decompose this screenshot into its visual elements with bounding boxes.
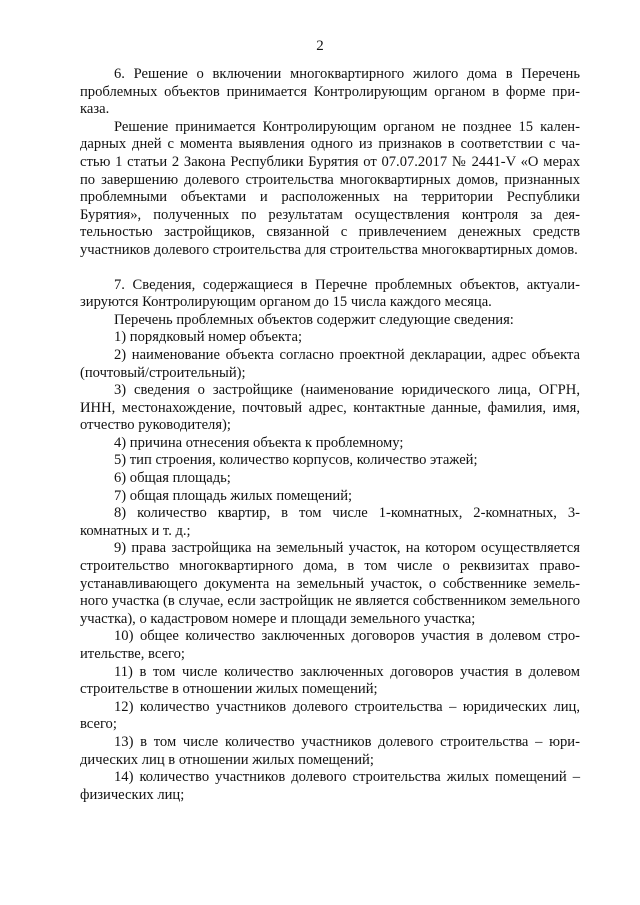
paragraph-6: 6. Решение о включении многоквартирного жилого дома в Перечень проблемных объектов принимается Контролирующим органом в форме приказа. bbox=[80, 66, 580, 118]
list-item-2: 2) наименование объекта согласно проектной декларации, адрес объекта (почтовый/строительный); bbox=[80, 346, 580, 381]
paragraph-7-list-intro: Перечень проблемных объектов содержит следующие сведения: bbox=[114, 311, 514, 328]
list-item-4: 4) причина отнесения объекта к проблемному; bbox=[114, 434, 404, 451]
list-item-1: 1) порядковый номер объекта; bbox=[114, 329, 303, 346]
list-item-14: 14) количество участников долевого строительства жилых помещений – физических лиц; bbox=[80, 769, 580, 803]
document-body bbox=[80, 66, 580, 804]
paragraph-6-decision-deadline: Решение принимается Контролирующим органом не позднее 15 календарных дней с момента выявления одного из признаков в соответствии с частью 1 статьи 2 Закона Республики Бурятия от 07.07.2017 № 2441-V «О мерах по завершению долевого строительства многоквартирных домов, признанных проблемными объектами и расположенных на территории Республики Бурятия», полученных по результатам осуществления контроля за деятельностью застройщиков, связанной с привлечением денежных средств участников долевого строительства для строительства многоквартирных домов. bbox=[80, 118, 580, 258]
list-item-8: 8) количество квартир, в том числе 1-комнатных, 2-комнатных, 3-комнатных и т. д.; bbox=[80, 505, 580, 539]
list-item-7: 7) общая площадь жилых помещений; bbox=[114, 487, 353, 504]
list-item-12: 12) количество участников долевого строительства – юридических лиц, всего; bbox=[80, 698, 580, 733]
page-number: 2 bbox=[316, 38, 324, 54]
paragraph-gap bbox=[80, 260, 580, 277]
paragraph-7: 7. Сведения, содержащиеся в Перечне проблемных объектов, актуализируются Контролирующим органом до 15 числа каждого месяца. bbox=[80, 276, 580, 311]
list-item-5: 5) тип строения, количество корпусов, количество этажей; bbox=[114, 452, 478, 469]
list-item-3: 3) сведения о застройщике (наименование юридического лица, ОГРН, ИНН, местонахождение, почтовый адрес, контактные данные, фамилия, имя, отчество руководителя); bbox=[80, 382, 580, 434]
list-item-10: 10) общее количество заключенных договоров участия в долевом строительстве, всего; bbox=[80, 628, 580, 662]
list-item-9: 9) права застройщика на земельный участок, на котором осуществляется строительство многоквартирного дома, в том числе о реквизитах правоустанавливающего документа на земельный участок, о собственнике земельного участка (в случае, если застройщик не является собственником земельного участка), о кадастровом номере и площади земельного участка; bbox=[80, 540, 580, 627]
list-item-11: 11) в том числе количество заключенных договоров участия в долевом строительстве в отношении жилых помещений; bbox=[80, 663, 580, 698]
list-item-6: 6) общая площадь; bbox=[114, 470, 231, 487]
list-item-13: 13) в том числе количество участников долевого строительства – юридических лиц в отношении жилых помещений; bbox=[80, 733, 580, 768]
